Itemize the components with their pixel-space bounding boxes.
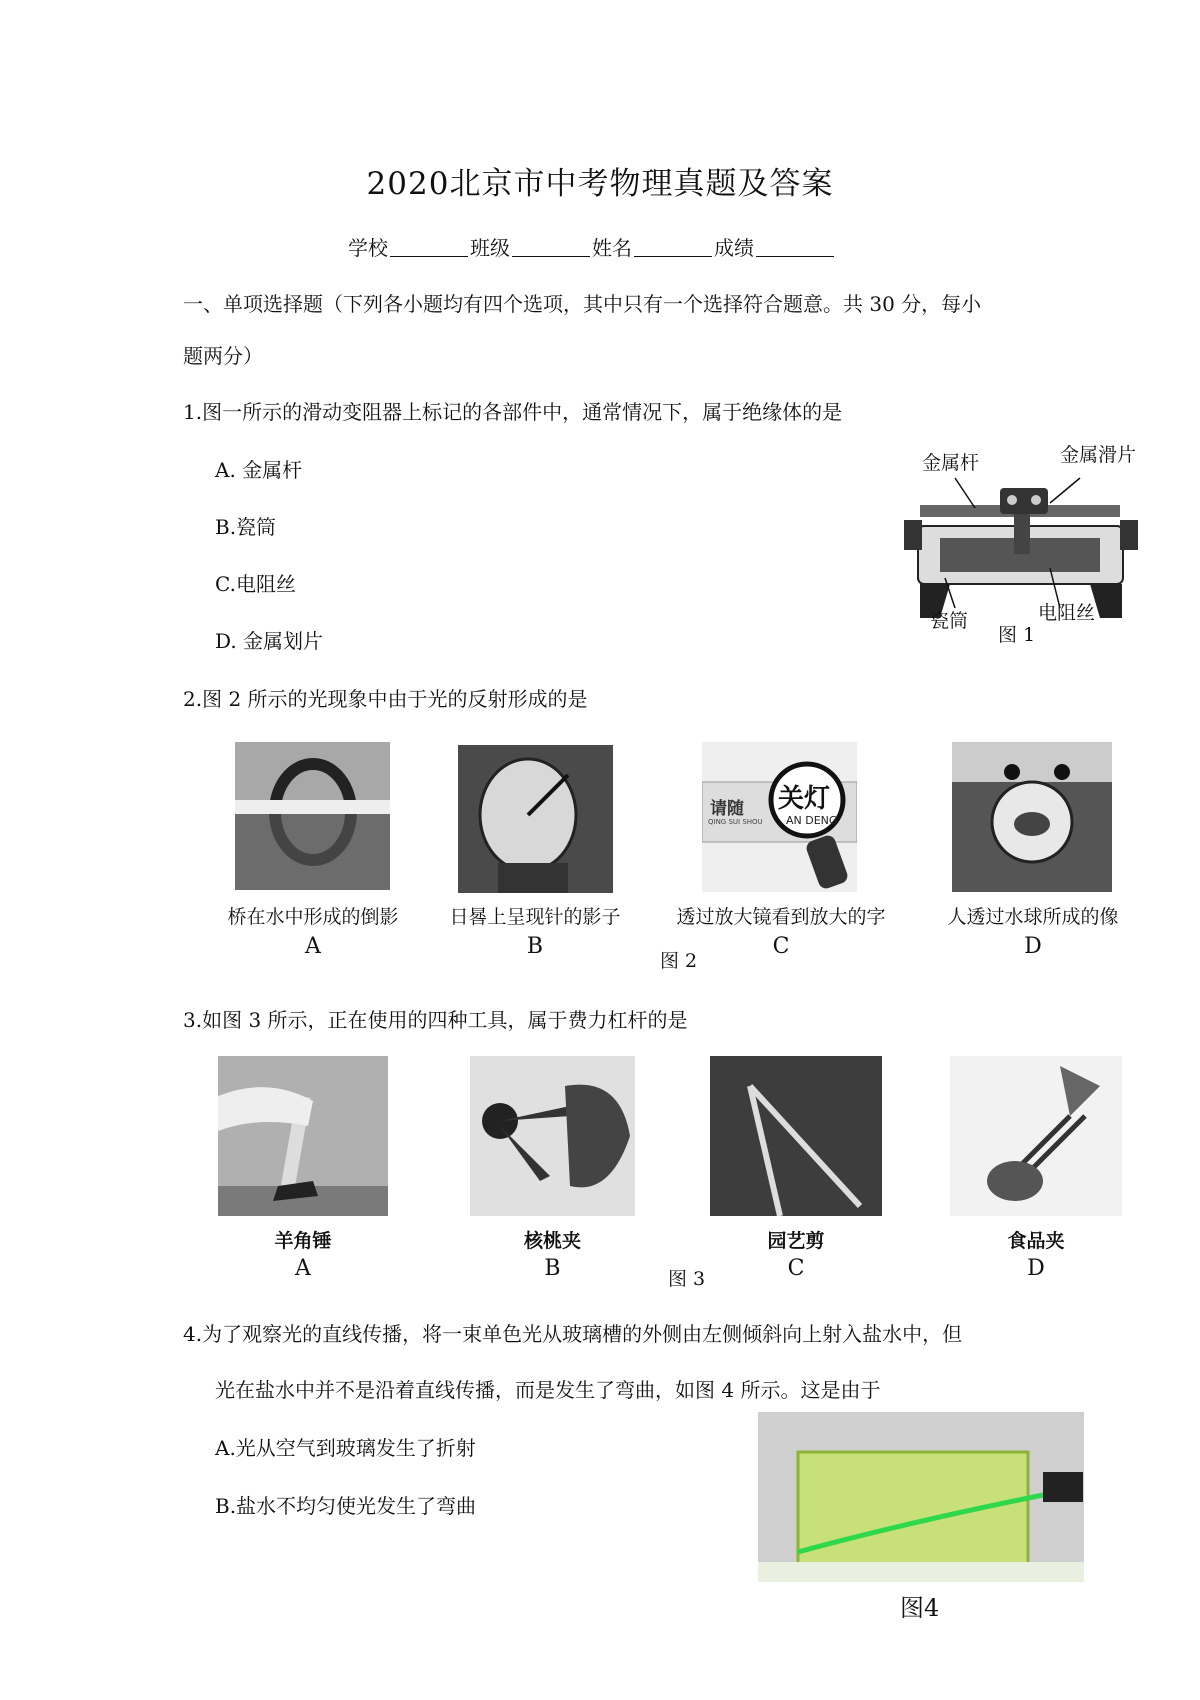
q2-photo-c — [702, 742, 857, 892]
q2-caption-a: 桥在水中形成的倒影 — [227, 906, 399, 928]
q1-option-a: A. 金属杆 — [215, 458, 303, 482]
sign-text-left: 请随 — [710, 799, 744, 819]
school-blank — [390, 238, 468, 257]
fig1-label-metal-rod: 金属杆 — [922, 452, 980, 474]
class-label: 班级 — [470, 236, 510, 260]
q4-stem-line1: 4.为了观察光的直线传播，将一束单色光从玻璃槽的外侧由左侧倾斜向上射入盐水中，但 — [183, 1322, 963, 1346]
q3-photo-a — [218, 1056, 388, 1216]
name-label: 姓名 — [592, 236, 632, 260]
q2-letter-c: C — [772, 934, 790, 959]
q1-stem: 1.图一所示的滑动变阻器上标记的各部件中，通常情况下，属于绝缘体的是 — [183, 400, 843, 424]
figure-4-photo — [758, 1412, 1084, 1582]
q3-letter-c: C — [787, 1256, 805, 1281]
score-label: 成绩 — [714, 236, 754, 260]
fig4-caption: 图4 — [900, 1594, 940, 1622]
student-info-line — [348, 232, 836, 261]
school-label: 学校 — [348, 236, 388, 260]
sign-text-magnified: 关灯 — [778, 784, 831, 814]
q4-option-b: B.盐水不均匀使光发生了弯曲 — [215, 1494, 477, 1518]
q3-caption-a: 羊角锤 — [274, 1230, 332, 1252]
fig2-caption: 图 2 — [660, 950, 698, 972]
q2-caption-d: 人透过水球所成的像 — [947, 906, 1119, 928]
section-heading-line1: 一、单项选择题（下列各小题均有四个选项，其中只有一个选择符合题意。共 30 分，每小 — [183, 292, 982, 316]
fig1-label-metal-slider: 金属滑片 — [1060, 444, 1137, 466]
q3-photo-b — [470, 1056, 635, 1216]
figure-1-rheostat — [900, 444, 1150, 646]
q2-caption-c: 透过放大镜看到放大的字 — [676, 906, 886, 928]
fig1-caption: 图 1 — [998, 624, 1036, 646]
fig1-label-porcelain-tube: 瓷筒 — [930, 610, 969, 632]
sign-text-pinyin-magnified: AN DENG — [786, 814, 838, 827]
q2-photo-b — [458, 745, 613, 893]
q2-photo-a — [235, 742, 390, 890]
q3-caption-c: 园艺剪 — [767, 1230, 825, 1252]
q3-photo-d — [950, 1056, 1122, 1216]
class-blank — [512, 238, 590, 257]
q2-caption-b: 日晷上呈现针的影子 — [449, 906, 621, 928]
sign-text-pinyin: QING SUI SHOU — [708, 818, 763, 826]
q3-stem: 3.如图 3 所示，正在使用的四种工具，属于费力杠杆的是 — [183, 1008, 688, 1032]
q3-letter-a: A — [295, 1256, 311, 1281]
q3-photo-c — [710, 1056, 882, 1216]
section-heading-line2: 题两分） — [183, 344, 263, 368]
name-blank — [634, 238, 712, 257]
page-title: 2020北京市中考物理真题及答案 — [366, 166, 834, 202]
q3-caption-d: 食品夹 — [1007, 1230, 1065, 1252]
q2-photo-d — [952, 742, 1112, 892]
q1-option-d: D. 金属划片 — [215, 629, 324, 653]
q2-letter-d: D — [1024, 934, 1042, 959]
fig3-caption: 图 3 — [668, 1268, 706, 1290]
q1-option-b: B.瓷筒 — [215, 515, 277, 539]
score-blank — [756, 238, 834, 257]
q3-letter-b: B — [544, 1256, 561, 1281]
q4-stem-line2: 光在盐水中并不是沿着直线传播，而是发生了弯曲，如图 4 所示。这是由于 — [215, 1378, 881, 1402]
q2-letter-b: B — [526, 934, 544, 959]
q2-letter-a: A — [305, 934, 321, 959]
q3-letter-d: D — [1027, 1256, 1045, 1281]
q4-option-a: A.光从空气到玻璃发生了折射 — [215, 1436, 476, 1460]
q3-caption-b: 核桃夹 — [523, 1230, 581, 1252]
q2-stem: 2.图 2 所示的光现象中由于光的反射形成的是 — [183, 687, 588, 711]
q1-option-c: C.电阻丝 — [215, 572, 296, 596]
fig1-label-resistance-wire: 电阻丝 — [1038, 602, 1096, 624]
